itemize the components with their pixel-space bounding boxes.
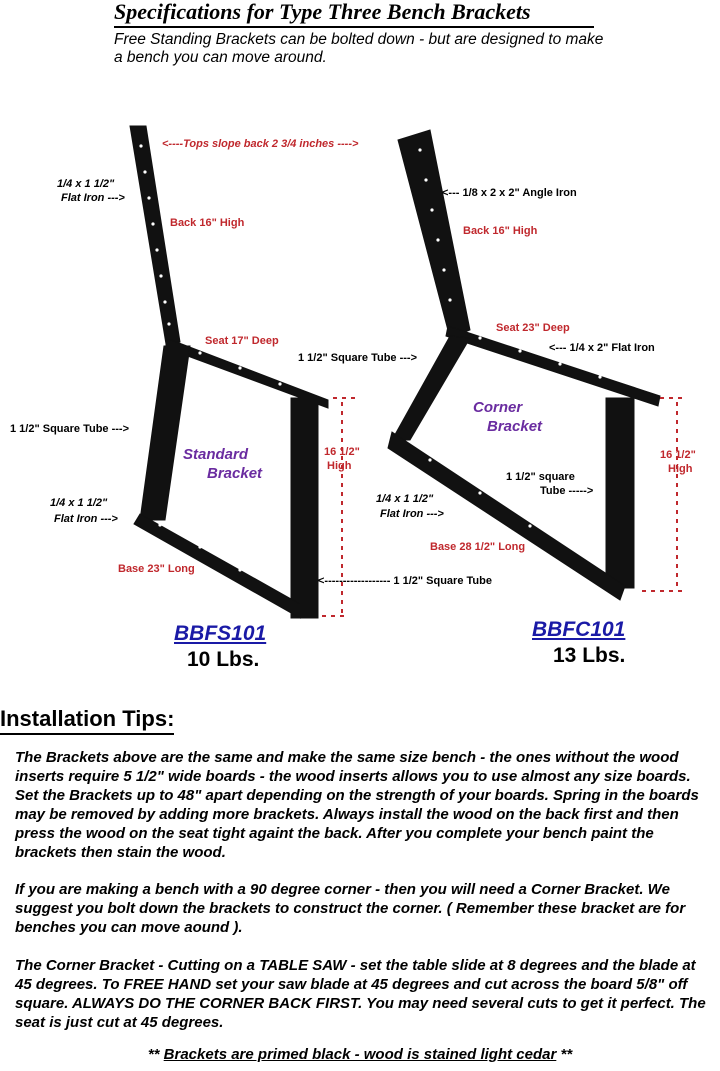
left-height-line2: High [327,460,352,472]
right-flat-iron-label: <--- 1/4 x 2" Flat Iron [549,342,655,354]
right-angle-iron-label: <--- 1/8 x 2 x 2" Angle Iron [442,187,577,199]
right-flat-iron-bottom-line1: 1/4 x 1 1/2" [376,493,434,505]
right-back-label: Back 16" High [463,225,538,237]
left-seat-label: Seat 17" Deep [205,335,279,347]
center-square-tube-label: <------------------ 1 1/2" Square Tube [318,575,492,587]
standard-bracket-name-line1: Standard [183,446,249,463]
left-square-tube-label: 1 1/2" Square Tube ---> [10,423,130,435]
right-base-label: Base 28 1/2" Long [430,541,526,553]
corner-bracket-drawing [388,130,660,600]
middle-square-tube-label: 1 1/2" Square Tube ---> [298,352,418,364]
installation-paragraph-1: The Brackets above are the same and make the same size bench - the ones without the wood inserts require 5 1/2" wide boards - the wood inserts allows you to use almost any size boards. Set the Brackets up to 48" apart depending on the strength of your boards. Spring in the boards may be removed by adding more brackets. Always install the wood on the back first and then press the wood on the seat tight againt the back. After you complete your bench paint the brackets then stain the wood. [15,749,699,861]
tops-slope-label: <----Tops slope back 2 3/4 inches ----> [162,138,359,150]
product-code-standard[interactable]: BBFS101 [174,622,267,645]
product-code-corner[interactable]: BBFC101 [532,618,626,641]
corner-bracket-name-line2: Bracket [487,418,543,435]
installation-paragraph-2: If you are making a bench with a 90 degree corner - then you will need a Corner Bracket. We suggest you bolt down the brackets to construct the corner. ( Remember these bracket are for benches you can move aound ). [15,881,686,936]
installation-paragraph-3: The Corner Bracket - Cutting on a TABLE SAW - set the table slide at 8 degrees and the blade at 45 degrees. To FREE HAND set your saw blade at 45 degrees and cut across the board 5/8" off square. ALWAYS DO THE CORNER BACK FIRST. You may need several cuts to get it perfect. The seat is just cut at 45 degrees. [15,957,706,1031]
product-weight-standard: 10 Lbs. [187,648,260,671]
left-flat-iron-bottom-line1: 1/4 x 1 1/2" [50,497,108,509]
page-title: Specifications for Type Three Bench Brackets [114,0,594,28]
right-seat-label: Seat 23" Deep [496,322,570,334]
finish-note-prefix: ** [147,1046,164,1063]
standard-bracket-drawing [130,126,328,618]
left-flat-iron-bottom-line2: Flat Iron ---> [54,513,118,525]
finish-note-suffix: ** [556,1046,573,1063]
right-square-tube-line1: 1 1/2" square [506,471,575,483]
finish-note [0,1046,720,1063]
left-back-label: Back 16" High [170,217,245,229]
right-height-line1: 16 1/2" [660,449,696,461]
right-flat-iron-bottom-line2: Flat Iron ---> [380,508,444,520]
product-weight-corner: 13 Lbs. [553,644,626,667]
left-base-label: Base 23" Long [118,563,195,575]
finish-note-text: Brackets are primed black - wood is stained light cedar [163,1046,557,1063]
page-subtitle: Free Standing Brackets can be bolted down - but are designed to make a bench you can move around. [114,31,604,66]
left-height-line1: 16 1/2" [324,446,360,458]
left-flat-iron-top-line1: 1/4 x 1 1/2" [57,178,115,190]
standard-bracket-name-line2: Bracket [207,465,263,482]
right-height-line2: High [668,463,693,475]
corner-bracket-name-line1: Corner [473,399,523,416]
installation-heading: Installation Tips: [0,706,174,735]
right-square-tube-line2: Tube -----> [540,485,594,497]
left-flat-iron-top-line2: Flat Iron ---> [61,192,125,204]
